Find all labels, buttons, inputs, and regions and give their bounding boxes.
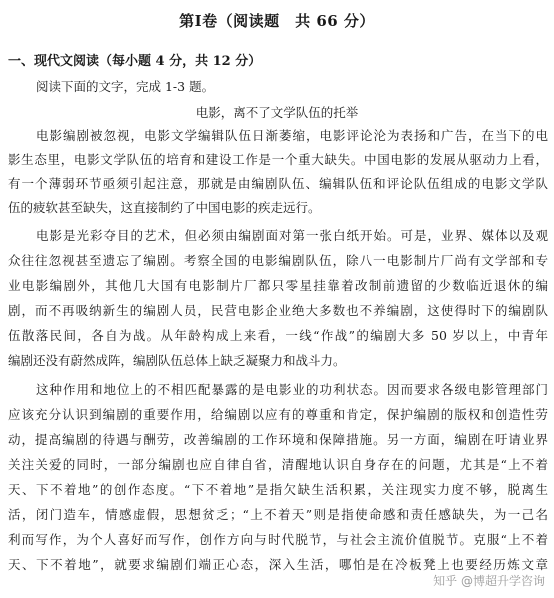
volume-title: 第Ⅰ卷（阅读题 共 66 分） [179, 12, 375, 30]
article-line: 剧，而不再吸纳新生的编剧人员，民营电影企业绝大多数也不养编剧，这使得时下的编剧队 [8, 303, 548, 318]
article-line: 伍散落民间，各自为战。从年龄构成上来看，一线“作战”的编剧大多 50 岁以上，中青年 [8, 328, 548, 343]
section-heading: 一、现代文阅读（每小题 4 分，共 12 分） [8, 54, 262, 69]
article-line: 业电影编剧外，其他几大国有电影制片厂都只零星挂靠着改制前遗留的少数临近退休的编 [8, 278, 548, 293]
watermark-text: 知乎 @博超升学咨询 [430, 572, 548, 589]
reading-instruction: 阅读下面的文字，完成 1-3 题。 [36, 79, 215, 94]
article-line: 利而写作，为个人喜好而写作，创作方向与时代脱节，与社会主流价值脱节。克服“上不着 [8, 532, 548, 547]
article-line: 天、下不着地”的创作态度。“下不着地”是指欠缺生活积累，关注现实力度不够，脱离生 [8, 482, 548, 497]
article-line: 电影是光彩夺目的艺术，但必须由编剧面对第一张白纸开始。可是，业界、媒体以及观 [36, 228, 548, 243]
article-line: 伍的疲软甚至缺失，这直接制约了中国电影的疾走远行。 [8, 200, 321, 215]
article-line: 电影编剧被忽视，电影文学编辑队伍日渐萎缩，电影评论沦为表扬和广告，在当下的电 [36, 128, 548, 143]
article-line: 天、下不着地”，就要求编剧们端正心态，深入生活，哪怕是在冷板凳上也要经历炼文章 [8, 557, 548, 572]
article-line: 有一个薄弱环节亟须引起注意，那就是由编剧队伍、编辑队伍和评论队伍组成的电影文学队 [8, 176, 548, 191]
article-line: 关注关爱的同时，一部分编剧也应自律自省，清醒地认识自身存在的问题，尤其是“上不着 [8, 457, 548, 472]
article-line: 这种作用和地位上的不相匹配暴露的是电影业的功利状态。因而要求各级电影管理部门 [36, 382, 548, 397]
article-line: 众往往忽视甚至遗忘了编剧。考察全国的电影编剧队伍，除八一电影制片厂尚有文学部和专 [8, 253, 548, 268]
article-line: 活，闭门造车，情感虚假，思想贫乏；“上不着天”则是指使命感和责任感缺失，为一己名 [8, 507, 548, 522]
article-line: 动，提高编剧的待遇与酬劳，改善编剧的工作环境和保障措施。另一方面，编剧在吁请业界 [8, 432, 548, 447]
article-line: 影生态里，电影文学队伍的培育和建设工作是一个重大缺失。中国电影的发展从驱动力上看， [8, 152, 548, 167]
article-title: 电影，离不了文学队伍的托举 [195, 105, 359, 120]
article-line: 编剧还没有蔚然成阵，编剧队伍总体上缺乏凝聚力和战斗力。 [8, 353, 346, 368]
article-line: 应该充分认识到编剧的重要作用，给编剧以应有的尊重和肯定，保护编剧的版权和创造性劳 [8, 407, 548, 422]
